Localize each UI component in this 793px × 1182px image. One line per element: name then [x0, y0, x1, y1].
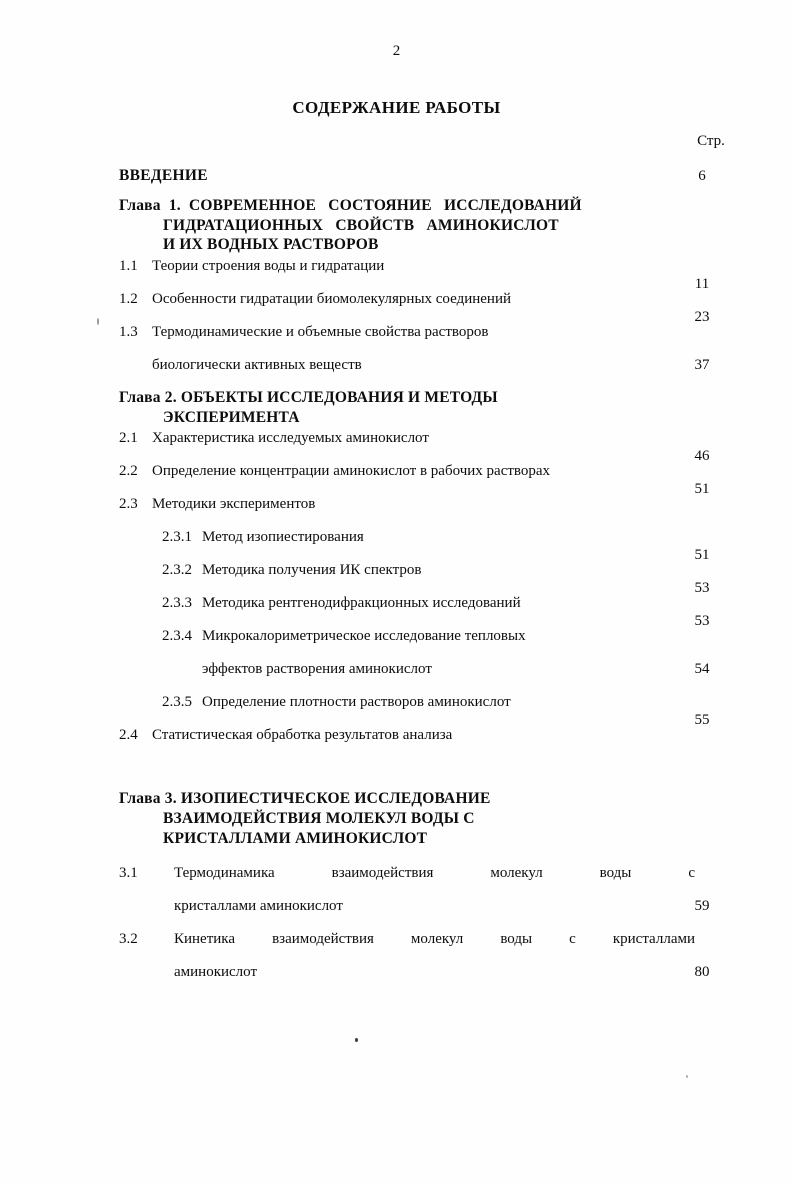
toc-entry-2-3-5-page: 55: [694, 712, 710, 729]
toc-entry-2-3-3-page: 53: [694, 613, 710, 630]
toc-entry-3-2-title-cont: аминокислот: [174, 964, 258, 981]
toc-entry-3-1-title-cont: кристаллами аминокислот: [174, 898, 343, 915]
toc-entry-3-1-page: 59: [694, 898, 710, 915]
toc-entry-3-1[interactable]: [119, 864, 710, 930]
toc-entry-3-1-title: Термодинамика взаимодействия молекул воды с: [174, 865, 695, 882]
toc-entry-2-3[interactable]: [119, 495, 695, 528]
toc-entry-2-1[interactable]: [119, 429, 710, 465]
chapter-2-line-1: Глава 2. ОБЪЕКТЫ ИССЛЕДОВАНИЯ И МЕТОДЫ: [119, 389, 498, 407]
chapter-1-line-2: ГИДРАТАЦИОННЫХ СВОЙСТВ АМИНОКИСЛОТ: [163, 216, 559, 234]
toc-entry-1-3-number: 1.3: [119, 324, 138, 341]
toc-entry-2-3-3-title: Методика рентгенодифракционных исследований: [202, 595, 521, 612]
toc-entry-2-3-4-page: 54: [694, 661, 710, 678]
toc-entry-2-3-number: 2.3: [119, 496, 138, 513]
toc-entry-3-2-page: 80: [694, 964, 710, 981]
toc-entry-2-3-1-page: 51: [694, 547, 710, 564]
toc-entry-2-4[interactable]: [119, 726, 695, 759]
toc-entry-2-2-number: 2.2: [119, 463, 138, 480]
toc-entry-2-4-title: Статистическая обработка результатов анализа: [152, 727, 453, 744]
toc-entry-2-4-number: 2.4: [119, 727, 138, 744]
toc-entry-1-3-title: Термодинамические и объемные свойства растворов: [152, 324, 489, 341]
toc-entry-1-3[interactable]: [119, 323, 710, 388]
toc-entry-1-1-title: Теории строения воды и гидратации: [152, 258, 385, 275]
chapter-heading-3[interactable]: [119, 789, 695, 848]
scan-artifact-speck: [686, 1075, 688, 1078]
chapter-2-line-2: ЭКСПЕРИМЕНТА: [163, 408, 300, 426]
toc-entry-3-2[interactable]: [119, 930, 710, 996]
chapter-3-line-2: ВЗАИМОДЕЙСТВИЯ МОЛЕКУЛ ВОДЫ С: [163, 810, 475, 828]
toc-entry-2-1-page: 46: [694, 448, 710, 465]
scan-artifact-speck: [355, 1038, 358, 1042]
toc-entry-1-3-page: 37: [694, 357, 710, 374]
toc-entry-2-3-4[interactable]: [119, 627, 710, 693]
scan-artifact-speck: [97, 318, 99, 325]
introduction-label: ВВЕДЕНИЕ: [119, 167, 208, 184]
toc-entry-3-2-number: 3.2: [119, 931, 138, 948]
chapter-heading-1[interactable]: [119, 196, 695, 255]
toc-entry-3-2-title: Кинетика взаимодействия молекул воды с кристаллами: [174, 931, 695, 948]
toc-entry-1-1[interactable]: [119, 257, 710, 293]
chapter-heading-2[interactable]: [119, 388, 695, 427]
table-of-contents: [119, 167, 710, 996]
toc-entry-introduction[interactable]: [119, 167, 706, 196]
toc-entry-2-3-3-number: 2.3.3: [162, 595, 192, 612]
toc-entry-1-1-page: 11: [694, 276, 710, 293]
toc-entry-2-3-4-number: 2.3.4: [162, 628, 192, 645]
chapter-3-line-1: Глава 3. ИЗОПИЕСТИЧЕСКОЕ ИССЛЕДОВАНИЕ: [119, 790, 491, 808]
toc-entry-2-2-title: Определение концентрации аминокислот в рабочих растворах: [152, 463, 551, 480]
toc-entry-2-3-3[interactable]: [119, 594, 710, 630]
toc-entry-2-3-4-title: Микрокалориметрическое исследование тепловых: [202, 628, 526, 645]
toc-entry-2-3-5[interactable]: [119, 693, 710, 729]
toc-entry-2-3-2[interactable]: [119, 561, 710, 597]
toc-entry-2-2[interactable]: [119, 462, 710, 498]
toc-entry-2-3-4-title-cont: эффектов растворения аминокислот: [202, 661, 432, 678]
chapter-1-line-3: И ИХ ВОДНЫХ РАСТВОРОВ: [163, 236, 379, 254]
toc-entry-2-3-1-number: 2.3.1: [162, 529, 192, 546]
toc-entry-1-3-title-cont: биологически активных веществ: [152, 357, 362, 374]
chapter-3-line-3: КРИСТАЛЛАМИ АМИНОКИСЛОТ: [163, 829, 428, 847]
toc-entry-2-2-page: 51: [694, 481, 710, 498]
toc-entry-2-3-5-title: Определение плотности растворов аминокислот: [202, 694, 511, 711]
toc-entry-3-1-number: 3.1: [119, 865, 138, 882]
toc-entry-2-3-title: Методики экспериментов: [152, 496, 316, 513]
page-title: СОДЕРЖАНИЕ РАБОТЫ: [292, 98, 501, 117]
introduction-page-number: 6: [698, 168, 706, 184]
toc-entry-2-3-1[interactable]: [119, 528, 710, 564]
toc-entry-2-3-1-title: Метод изопиестирования: [202, 529, 364, 546]
toc-entry-1-2-page: 23: [694, 309, 710, 326]
toc-entry-1-2-title: Особенности гидратации биомолекулярных соединений: [152, 291, 512, 308]
toc-entry-2-3-2-number: 2.3.2: [162, 562, 192, 579]
toc-entry-1-2[interactable]: [119, 290, 710, 326]
toc-entry-2-3-5-number: 2.3.5: [162, 694, 192, 711]
page-column-header: Стр.: [697, 133, 725, 149]
page-folio-number: 2: [392, 43, 401, 59]
toc-entry-2-3-2-page: 53: [694, 580, 710, 597]
toc-entry-1-2-number: 1.2: [119, 291, 138, 308]
chapter-1-line-1: Глава 1. СОВРЕМЕННОЕ СОСТОЯНИЕ ИССЛЕДОВАНИЙ: [119, 197, 582, 214]
toc-entry-1-1-number: 1.1: [119, 258, 138, 275]
toc-entry-2-3-2-title: Методика получения ИК спектров: [202, 562, 422, 579]
toc-entry-2-1-title: Характеристика исследуемых аминокислот: [152, 430, 429, 447]
toc-entry-2-1-number: 2.1: [119, 430, 138, 447]
